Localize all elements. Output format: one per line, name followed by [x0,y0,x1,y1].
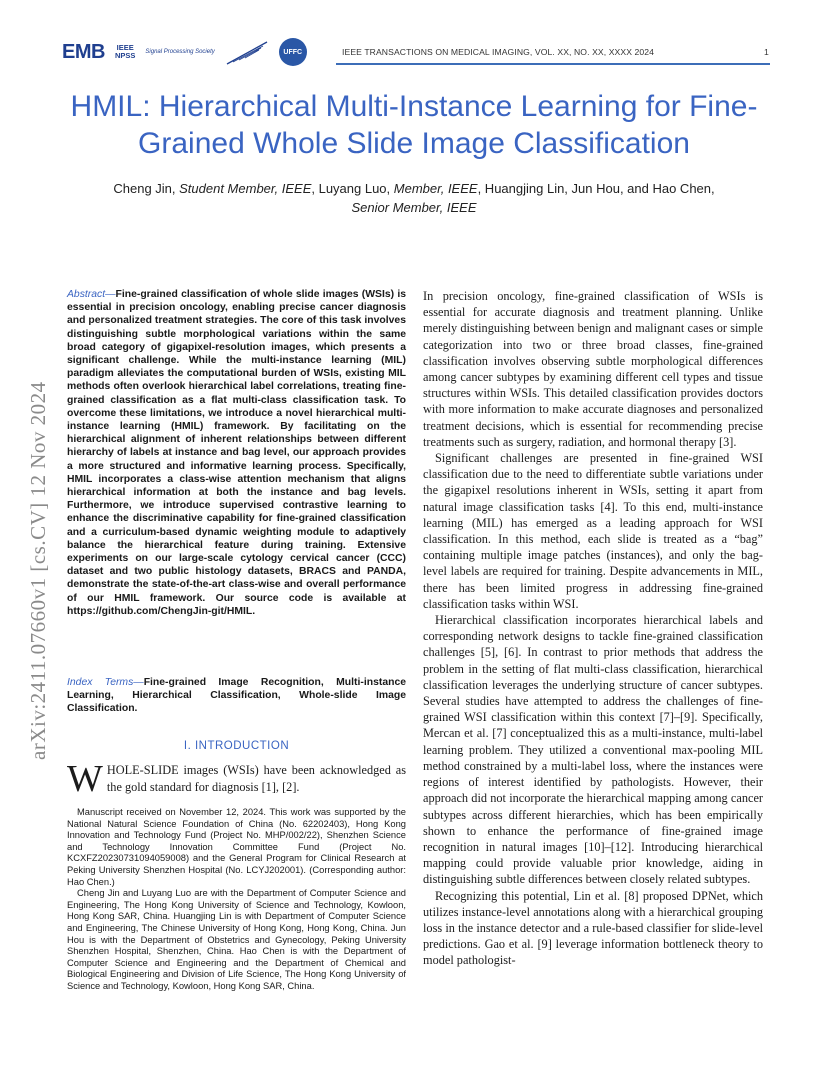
index-terms [67,676,406,716]
intro-paragraph: WHOLE-SLIDE images (WSIs) have been acknowledged as the gold standard for diagnosis [1], [2]. [67,758,406,800]
paper-title: HMIL: Hierarchical Multi-Instance Learning for Fine-Grained Whole Slide Image Classification [70,90,758,160]
uffc-logo: UFFC [279,38,307,66]
footnote-funding: Manuscript received on November 12, 2024. This work was supported by the National Natural Science Foundation of China (No. 62202403), Hong Kong Innovation and Technology Fund (Project No. MHP/002/22), Shenzhen Science and Technology Innovation Committee Fund (Project No. KCXFZ20230731094059008) and the General Program for Clinical Research at Peking University Shenzhen Hospital (No. LCYJ202001). (Corresponding author: Hao Chen.) [67,807,406,887]
publisher-logos [62,34,307,70]
section-heading: I. INTRODUCTION [183,740,290,752]
footnote-affiliations: Cheng Jin and Luyang Luo are with the Department of Computer Science and Engineering, The Hong Kong University of Science and Technology, Kowloon, Hong Kong SAR, China. Huangjing Lin is with Department of Computer Science and Engineering, The Chinese University of Hong Kong, Hong Kong, China. Jun Hou is with the Department of Obstetrics and Gynecology, Peking University Shenzhen Hospital, Shenzhen, China. Hao Chen is with the Department of Computer Science and Engineering and the Department of Chemical and Biological Engineering and Division of Life Science, The Hong Kong University of Science and Technology, Kowloon, Hong Kong SAR, China. [67,888,406,991]
abstract-text: Fine-grained classification of whole slide images (WSIs) is essential in precision oncology, enabling precise cancer diagnosis and personalized treatment strategies. The core of this task involves distinguishing subtle morphological variations within the same broad category of gigapixel-resolution images, which presents a significant challenge. While the multi-instance learning (MIL) paradigm alleviates the computational burden of WSIs, existing MIL methods often overlook hierarchical label correlations, treating fine-grained classification as a flat multi-class classification task. To overcome these limitations, we introduce a novel hierarchical multi-instance learning (HMIL) framework. By facilitating on the hierarchical alignment of inherent relationships between different hierarchy of labels at instance and bag level, our approach provides a more structured and informative learning process. Specifically, HMIL incorporates a class-wise attention mechanism that aligns hierarchical information at both the instance and bag levels. Furthermore, we introduce supervised contrastive learning to enhance the discriminative capability for fine-grained classification and a curriculum-based dynamic weighting module to adaptively balance the hierarchical feature during training. Extensive experiments on our large-scale cytology cervical cancer (CCC) dataset and two public histology datasets, BRACS and PANDA, demonstrate the state-of-the-art class-wise and overall performance of our HMIL framework. Our source code is available at https://github.com/ChengJin-git/HMIL. [67,289,406,617]
author-list: Cheng Jin, Student Member, IEEE, Luyang Luo, Member, IEEE, Huangjing Lin, Jun Hou, and Hao Chen, Senior Member, IEEE [113,181,715,215]
page-number: 1 [764,47,769,57]
index-terms-label: Index Terms— [67,677,144,688]
body-paragraph: Significant challenges are presented in fine-grained WSI classification due to the need to differentiate subtle variations under the gigapixel resolutions inherent in WSIs, setting it apart from natural image classification tasks [4]. To this end, multi-instance learning (MIL) has emerged as a leading approach for WSI classification. In this method, each slide is treated as a “bag” containing multiple image patches (instances), and only the bag-level labels are required for training. Despite advancements in MIL, there has been limited progress in addressing fine-grained classification tasks within WSI. [423,451,763,611]
abstract [67,288,406,618]
journal-header: IEEE TRANSACTIONS ON MEDICAL IMAGING, VOL. XX, NO. XX, XXXX 2024 [342,47,655,57]
body-paragraph: In precision oncology, fine-grained classification of WSIs is essential for accurate diagnosis and treatment planning. Unlike merely distinguishing between benign and malignant cases or simple categorization into two or three broad classes, fine-grained classification involves observing subtle morphological differences among cancer subtypes by examining different cell types and tissue structures within WSIs. This detailed classification provides doctors with more information to make accurate diagnoses and personalized treatment decisions, which is essential for recommending precise treatments such as surgery, radiation, and hormonal therapy [3]. [423,289,763,449]
header-rule [336,63,770,65]
drop-cap: W [67,758,103,800]
body-right-column [423,288,763,969]
footnote [67,807,406,993]
index-terms-text: Fine-grained Image Recognition, Multi-instance Learning, Hierarchical Classification, Whole-slide Image Classification. [67,677,406,715]
body-paragraph: Recognizing this potential, Lin et al. [8] proposed DPNet, which utilizes instance-level annotations along with a hierarchical grouping loss in the instance detector and a rule-based classifier for slide-level predictions. Gao et al. [9] leverage information bottleneck theory to model pathologist- [423,888,763,968]
emb-logo: EMB [62,40,105,63]
arxiv-identifier: arXiv:2411.07660v1 [cs.CV] 12 Nov 2024 [26,381,50,760]
signal-processing-society-logo: Signal Processing Society [145,48,215,55]
abstract-label: Abstract— [67,289,116,300]
body-paragraph: Hierarchical classification incorporates hierarchical labels and corresponding network designs to tackle fine-grained classification challenges [5], [6]. In contrast to prior methods that address the problem in the setting of flat multi-class classification, hierarchical classification leverages the underlying structure of cancer subtypes. Several studies have attempted to address the challenges of fine-grained WSI classification within this context [7]–[9]. Specifically, Mercan et al. [7] conceptualized this as a multi-instance, multi-label learning problem. They utilized a conventional max-pooling MIL method constrained by a multi-label loss, where the instances were regions of interest identified by pathologists. However, their approach did not incorporate the hierarchical mapping among cancer subtypes across different hierarchies, which has been empirically shown to enhance the performance of fine-grained image recognition in natural images [10]–[12]. Introducing hierarchical mapping could provide valuable prior knowledge, aiding in distinguishing subtle differences between closely related subtypes. [423,613,763,887]
ieee-npss-logo: IEEE NPSS [114,43,136,60]
uffc-wing-icon [225,38,269,66]
